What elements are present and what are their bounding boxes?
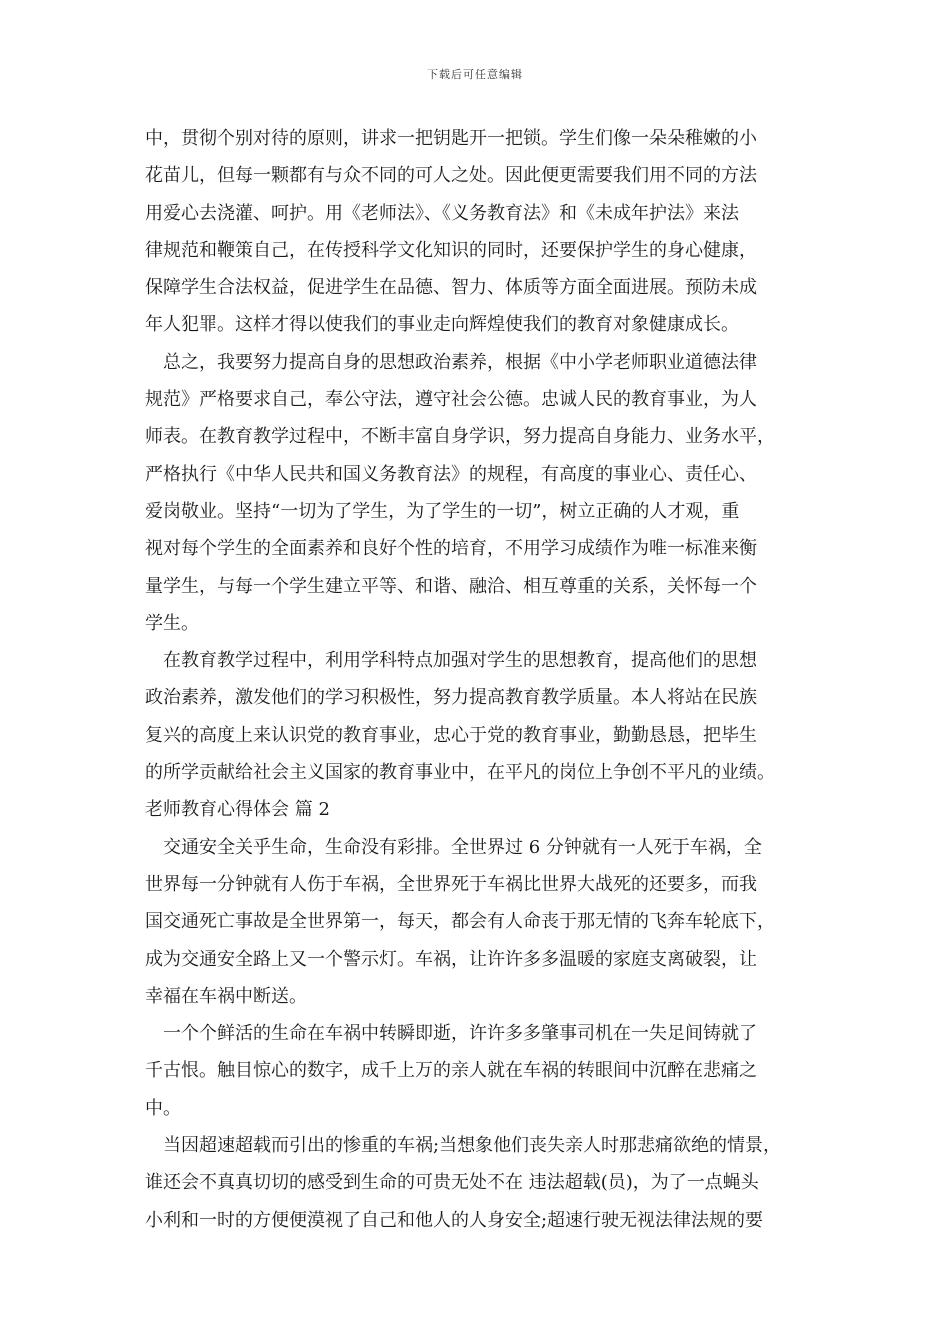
text-line: 视对每个学生的全面素养和良好个性的培育，不用学习成绩作为唯一标准来衡 [145, 538, 757, 560]
text-line: 成为交通安全路上又一个警示灯。车祸，让许许多多温暖的家庭支离破裂，让 [145, 948, 757, 970]
text-line: 保障学生合法权益，促进学生在品德、智力、体质等方面全面进展。预防未成 [145, 277, 757, 299]
text-line: 学生。 [145, 612, 199, 634]
page-header-note: 下载后可任意编辑 [427, 68, 523, 81]
text-line: 国交通死亡事故是全世界第一，每天，都会有人命丧于那无情的飞奔车轮底下， [145, 911, 775, 933]
text-line: 一个个鲜活的生命在车祸中转瞬即逝，许许多多肇事司机在一失足间铸就了 [163, 1023, 757, 1045]
text-line: 用爱心去浇灌、呵护。用《老师法》、《义务教育法》和《未成年护法》来法 [145, 202, 739, 224]
text-line: 小利和一时的方便便漠视了自己和他人的人身安全;超速行驶无视法律法规的要 [145, 1209, 764, 1231]
text-line: 量学生，与每一个学生建立平等、和谐、融洽、相互尊重的关系，关怀每一个 [145, 575, 757, 597]
text-line: 规范》严格要求自己，奉公守法，遵守社会公德。忠诚人民的教育事业，为人 [145, 389, 757, 411]
text-line: 在教育教学过程中，利用学科特点加强对学生的思想教育，提高他们的思想 [163, 650, 757, 672]
text-line: 年人犯罪。这样才得以使我们的事业走向辉煌使我们的教育对象健康成长。 [145, 314, 739, 336]
text-line: 当因超速超载而引出的惨重的车祸;当想象他们丧失亲人时那悲痛欲绝的情景， [163, 1135, 782, 1157]
text-line: 严格执行《中华人民共和国义务教育法》的规程，有高度的事业心、责任心、 [145, 463, 757, 485]
text-line: 老师教育心得体会 篇 2 [145, 799, 330, 821]
text-line: 谁还会不真真切切的感受到生命的可贵无处不在 违法超载(员)，为了一点蝇头 [145, 1172, 759, 1194]
text-line: 的所学贡献给社会主义国家的教育事业中，在平凡的岗位上争创不平凡的业绩。 [145, 762, 775, 784]
text-line: 千古恨。触目惊心的数字，成千上万的亲人就在车祸的转眼间中沉醉在悲痛之 [145, 1060, 757, 1082]
text-line: 中，贯彻个别对待的原则，讲求一把钥匙开一把锁。学生们像一朵朵稚嫩的小 [145, 128, 757, 149]
text-line: 总之，我要努力提高自身的思想政治素养，根据《中小学老师职业道德法律 [163, 351, 757, 373]
text-line: 世界每一分钟就有人伤于车祸，全世界死于车祸比世界大战死的还要多，而我 [145, 873, 757, 895]
text-line: 政治素养，激发他们的学习积极性，努力提高教育教学质量。本人将站在民族 [145, 687, 757, 709]
text-line: 师表。在教育教学过程中，不断丰富自身学识，努力提高自身能力、业务水平， [145, 426, 775, 448]
text-line: 复兴的高度上来认识党的教育事业，忠心于党的教育事业，勤勤恳恳，把毕生 [145, 724, 757, 746]
text-line: 中。 [145, 1097, 181, 1119]
text-line: 花苗儿，但每一颗都有与众不同的可人之处。因此便更需要我们用不同的方法 [145, 165, 757, 187]
document-body [145, 120, 809, 1239]
text-line: 律规范和鞭策自己，在传授科学文化知识的同时，还要保护学生的身心健康， [145, 239, 757, 261]
text-line: 幸福在车祸中断送。 [145, 985, 307, 1007]
text-line: 交通安全关乎生命，生命没有彩排。全世界过 6 分钟就有一人死于车祸，全 [163, 836, 762, 858]
text-line: 爱岗敬业。坚持“一切为了学生，为了学生的一切”，树立正确的人才观，重 [145, 500, 740, 522]
